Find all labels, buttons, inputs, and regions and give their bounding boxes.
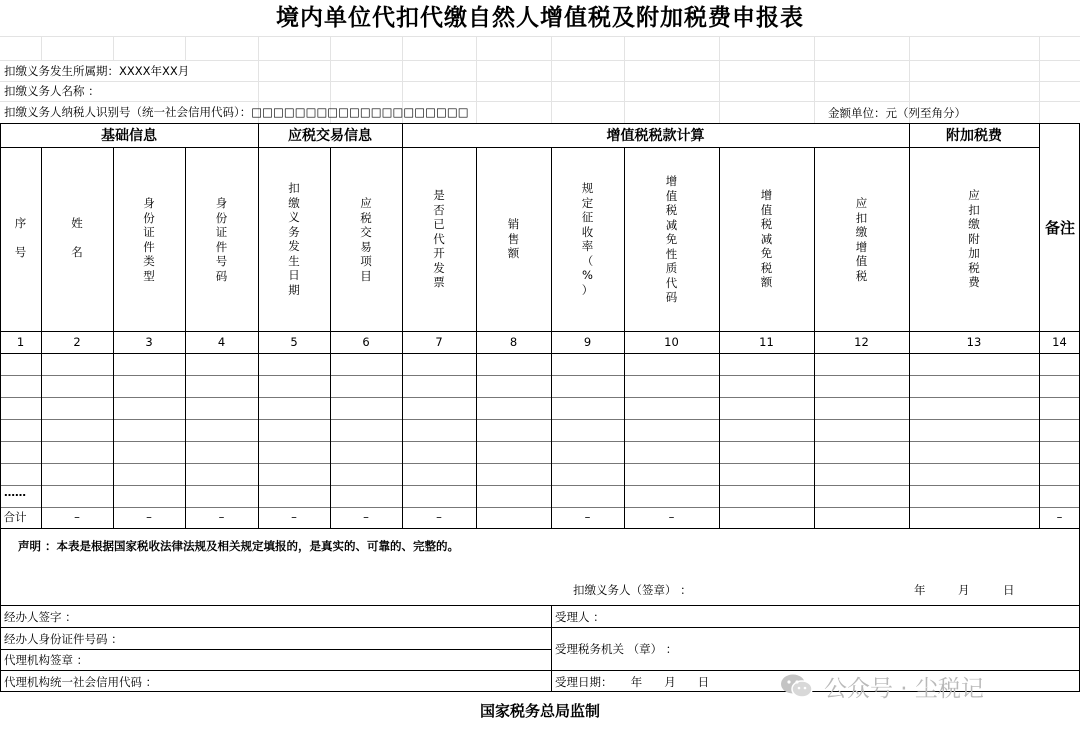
tax-period: 扣缴义务发生所属期：XXXX年XX月 [4,64,190,78]
watermark [780,668,984,704]
group-vat-calc: 增值税税款计算 [606,128,705,144]
col-header-levy-rate: 规 定 征 收 率 （ % ） [581,181,594,297]
total-cell: – [668,510,675,524]
total-cell: – [363,510,369,524]
col-header-taxable-item: 应 税 交 易 项 目 [360,196,372,283]
total-cell: – [146,510,152,524]
col-header-invoice-issued: 是 否 已 代 开 发 票 [433,188,445,289]
group-surcharge: 附加税费 [946,128,1002,144]
wechat-icon [780,673,814,699]
agency-seal: 代理机构签章 ： [4,653,89,667]
receiving-office: 受理税务机关 （章） ： [555,642,678,656]
col-header-exemption-code: 增 值 税 减 免 性 质 代 码 [665,174,678,304]
form-title: 境内单位代扣代缴自然人增值税及附加税费申报表 [276,4,804,31]
col-number: 3 [145,335,153,349]
sign-month: 月 [958,583,970,597]
withholder-signature: 扣缴义务人（签章） ： [573,583,692,597]
declaration-text: 声明 ：本表是根据国家税收法律法规及相关规定填报的，是真实的、可靠的、完整的。 [18,539,459,553]
total-cell: – [436,510,442,524]
col-number: 8 [509,335,518,349]
total-cell: – [584,510,591,524]
col-number: 14 [1052,335,1067,349]
col-header-exemption-amount: 增 值 税 减 免 税 额 [760,188,773,289]
total-cell: – [74,510,80,524]
withholder-taxid: 扣缴义务人纳税人识别号（统一社会信用代码）：□□□□□□□□□□□□□□□□□□□□ [4,105,469,119]
col-number: 12 [854,335,869,349]
total-label: 合计 [3,510,27,524]
receive-date: 受理日期： 年 月 日 [555,675,710,689]
sign-year: 年 [914,583,926,597]
col-header-seq: 序 号 [14,216,27,259]
handler-signature: 经办人签字 ： [4,610,77,624]
watermark-text: 公众号 · 尘税记 [824,675,984,702]
total-cell: – [1056,510,1063,524]
sign-day: 日 [1003,583,1015,597]
remark-header: 备注 [1044,219,1075,237]
handler-id: 经办人身份证件号码 ： [4,632,123,646]
total-cell: – [291,510,297,524]
issuer-note: 国家税务总局监制 [479,702,600,720]
col-header-id-number: 身 份 证 件 号 码 [215,196,228,283]
col-number: 4 [217,335,226,349]
col-number: 5 [290,335,298,349]
col-header-surcharge-withheld: 应 扣 缴 附 加 税 费 [968,188,980,289]
col-number: 10 [664,335,679,349]
col-number: 1 [16,335,25,349]
col-number: 13 [966,335,982,349]
receiver: 受理人 ： [555,610,605,624]
col-number: 6 [362,335,370,349]
col-number: 9 [583,335,592,349]
col-number: 7 [435,335,443,349]
amount-unit: 金额单位：元（列至角分） [828,106,966,120]
col-header-name: 姓 名 [71,216,83,259]
withholder-name: 扣缴义务人名称 ： [4,84,100,98]
group-trade-info: 应税交易信息 [288,128,372,144]
col-number: 11 [759,335,774,349]
col-number: 2 [73,335,81,349]
col-header-sales: 销 售 额 [507,217,520,260]
col-header-vat-withheld: 应 扣 缴 增 值 税 [855,196,868,283]
total-cell: – [218,510,225,524]
more-rows-ellipsis: …… [4,486,26,499]
col-header-withholding-date: 扣 缴 义 务 发 生 日 期 [288,181,300,297]
col-header-id-type: 身 份 证 件 类 型 [143,196,155,283]
group-basic-info: 基础信息 [101,128,157,144]
agency-credit-code: 代理机构统一社会信用代码 ： [4,675,158,689]
